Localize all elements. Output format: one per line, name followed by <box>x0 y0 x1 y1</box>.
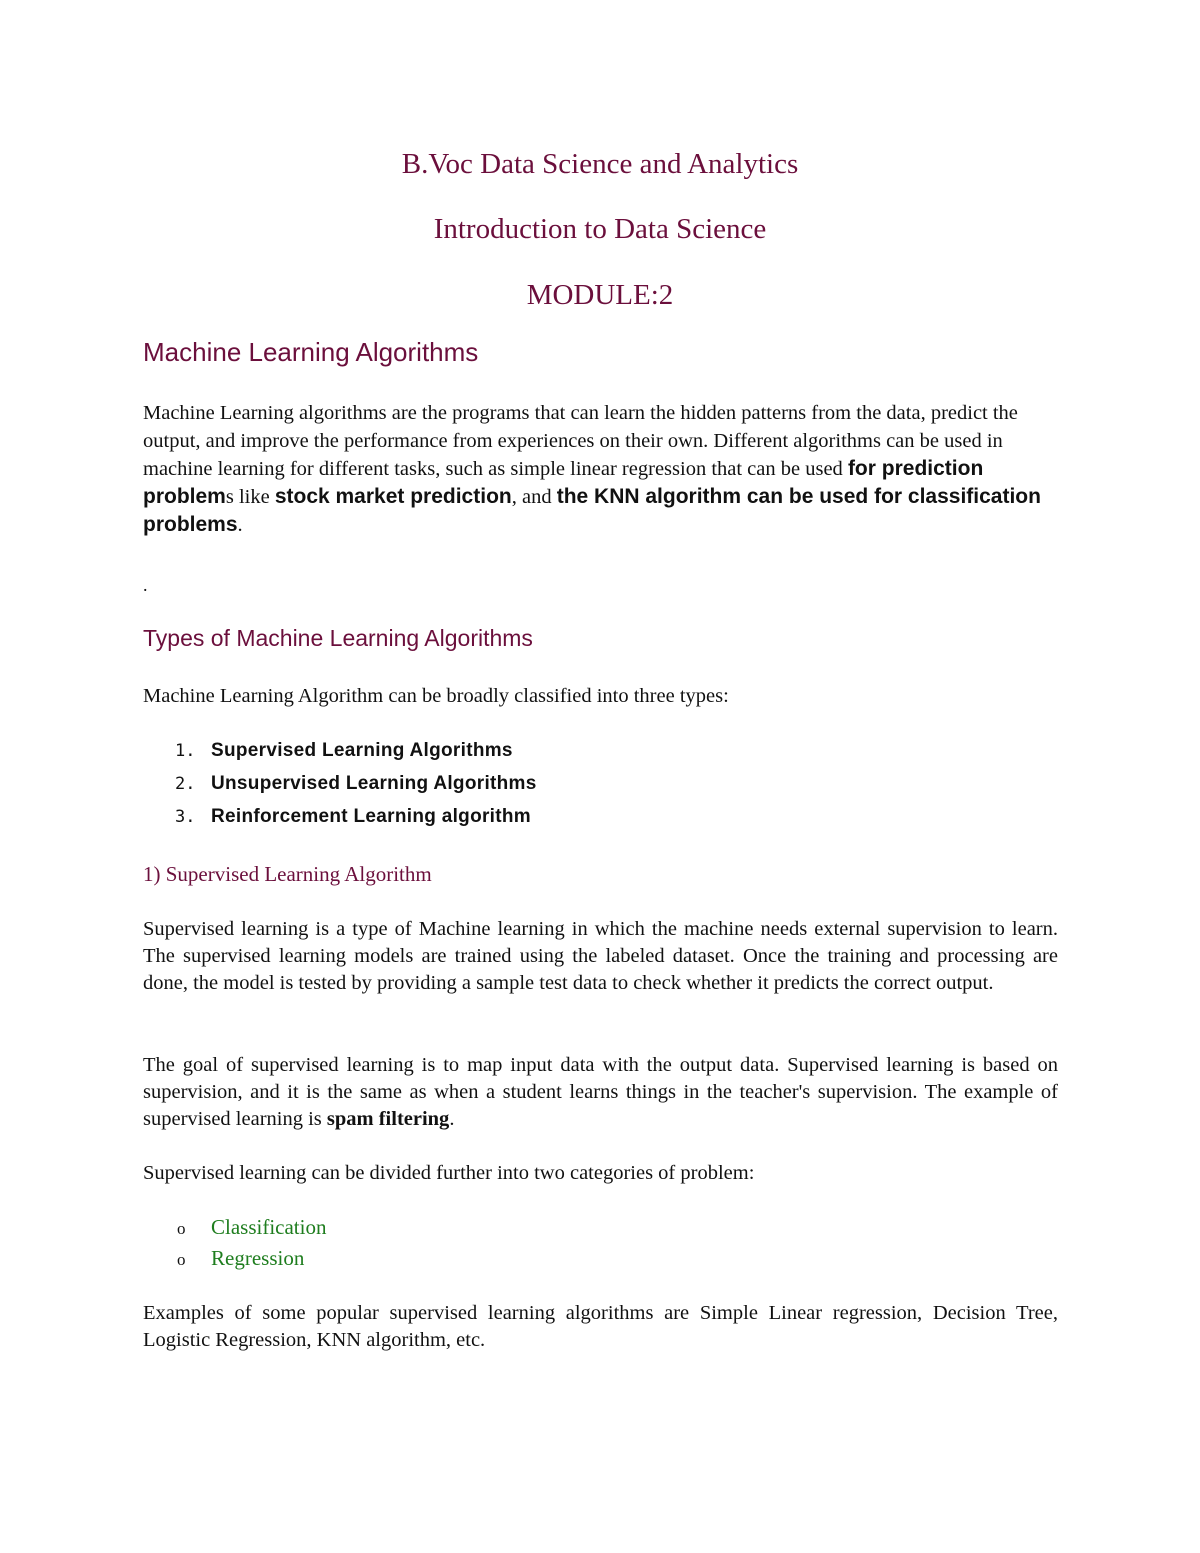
supervised-paragraph-4: Examples of some popular supervised learning algorithms are Simple Linear regression, Decision Tree, Logistic Regression, KNN algorithm, etc. <box>143 1302 1058 1351</box>
list-item-label: Reinforcement Learning algorithm <box>211 806 531 827</box>
supervised-paragraph-1: Supervised learning is a type of Machine learning in which the machine needs external supervision to learn. The supervised learning models are trained using the labeled dataset. Once the training and processing are done, the model is tested by providing a sample test data to check whether it predicts the correct output. <box>143 918 1058 994</box>
supervised-p2-text-1: The goal of supervised learning is to map input data with the output data. Supervised learning is based on supervision, and it is the same as when a student learns things in the teacher's supervision. The example of supervised learning is <box>143 1054 1058 1130</box>
course-title: B.Voc Data Science and Analytics <box>401 148 799 180</box>
bullet-label: Classification <box>211 1215 327 1239</box>
section-heading-ml-algorithms: Machine Learning Algorithms <box>143 337 479 367</box>
list-item <box>143 1214 326 1245</box>
types-intro-paragraph: Machine Learning Algorithm can be broadly classified into three types: <box>143 685 729 707</box>
ml-intro-text-1: Machine Learning algorithms are the programs that can learn the hidden patterns from the data, predict the output, and improve the performance from experiences on their own. Different algorithms can be used in machine learning for different tasks, such as simple linear regression that can be used <box>143 402 1018 480</box>
ml-intro-paragraph <box>143 399 1058 539</box>
bullet-marker: o <box>177 1250 186 1269</box>
stray-dot: . <box>143 575 148 595</box>
list-item-label: Supervised Learning Algorithms <box>211 740 513 761</box>
bullet-marker: o <box>177 1219 186 1238</box>
list-item <box>143 803 537 836</box>
ml-intro-text-4: . <box>237 514 243 536</box>
subject-title: Introduction to Data Science <box>433 213 767 245</box>
list-item <box>143 737 537 770</box>
list-number: 1. <box>175 741 196 761</box>
types-numbered-list <box>143 737 537 836</box>
list-item <box>143 1245 326 1276</box>
list-item <box>143 770 537 803</box>
list-number: 2. <box>175 774 196 794</box>
ml-intro-text-3: , and <box>511 486 557 508</box>
list-item-label: Unsupervised Learning Algorithms <box>211 773 537 794</box>
supervised-p2-bold: spam filtering <box>326 1108 450 1130</box>
ml-intro-text-2: s like <box>225 486 275 508</box>
problem-categories-list <box>143 1214 326 1276</box>
section-heading-types: Types of Machine Learning Algorithms <box>143 625 533 651</box>
supervised-p2-text-2: . <box>449 1108 455 1130</box>
supervised-paragraph-2 <box>143 1052 1058 1133</box>
bullet-label: Regression <box>211 1246 305 1270</box>
ml-intro-bold-2: stock market prediction <box>274 485 512 508</box>
ml-intro-bold-3: the KNN algorithm can be used for classification problems <box>143 485 1041 536</box>
list-number: 3. <box>175 807 196 827</box>
supervised-paragraph-3: Supervised learning can be divided further into two categories of problem: <box>143 1162 755 1184</box>
ml-intro-bold-1: for prediction problem <box>143 457 984 508</box>
module-title: MODULE:2 <box>526 279 674 311</box>
subheading-supervised: 1) Supervised Learning Algorithm <box>143 862 432 886</box>
